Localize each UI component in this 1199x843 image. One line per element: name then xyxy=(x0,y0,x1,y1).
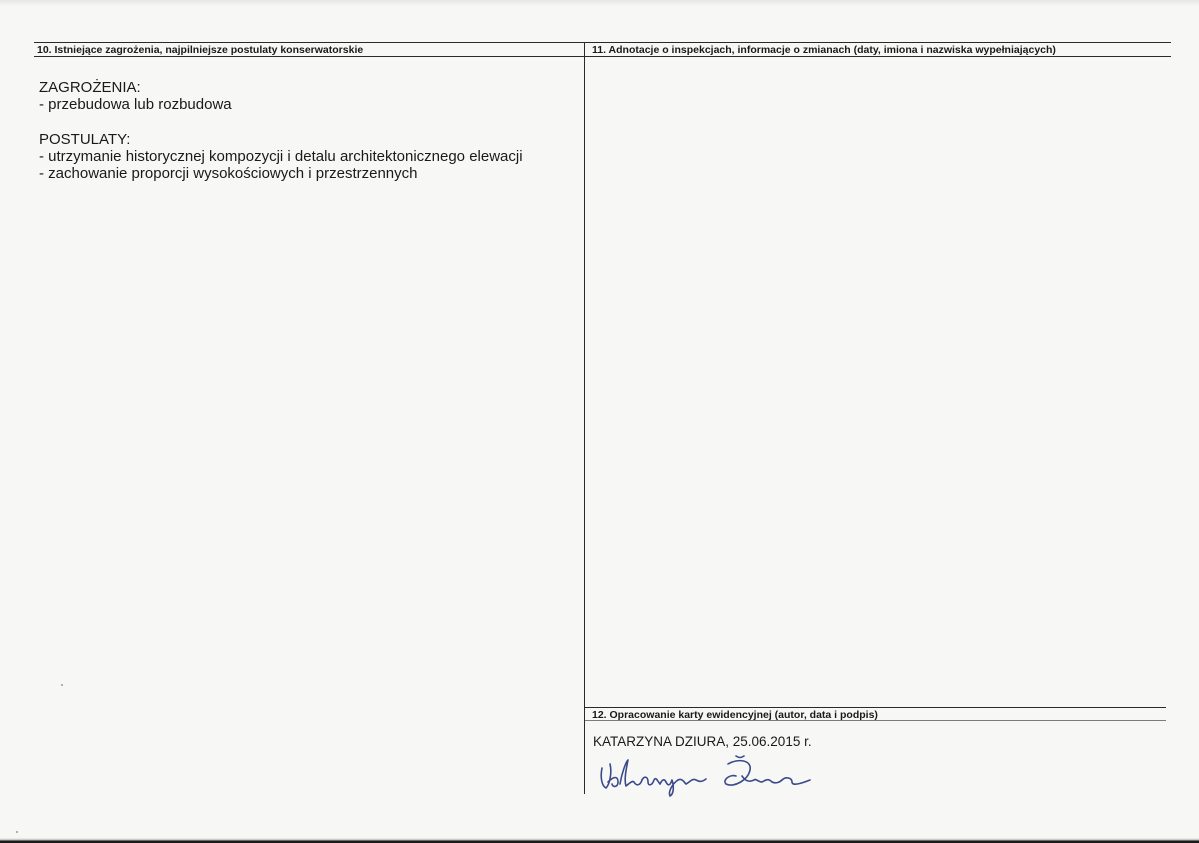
scan-speck xyxy=(61,684,63,686)
scan-edge-bottom xyxy=(0,838,1199,843)
section10-title: 10. Istniejące zagrożenia, najpilniejsze postulaty konserwatorskie xyxy=(37,44,364,56)
postulates-heading: POSTULATY: xyxy=(39,131,131,148)
column-divider xyxy=(584,42,585,794)
section12-title: 12. Opracowanie karty ewidencyjnej (autor, data i podpis) xyxy=(592,709,878,721)
handwritten-signature xyxy=(596,752,826,798)
postulate-item: - zachowanie proporcji wysokościowych i przestrzennych xyxy=(39,165,418,182)
section11-header-rule xyxy=(584,56,1171,57)
scan-edge-top xyxy=(0,0,1199,6)
section10-header-rule xyxy=(34,56,584,57)
threats-heading: ZAGROŻENIA: xyxy=(39,79,141,96)
scan-speck xyxy=(16,831,18,833)
section11-title: 11. Adnotacje o inspekcjach, informacje o zmianach (daty, imiona i nazwiska wypełniających) xyxy=(592,44,1056,56)
threat-item: - przebudowa lub rozbudowa xyxy=(39,96,232,113)
top-rule xyxy=(34,42,1171,43)
postulate-item: - utrzymanie historycznej kompozycji i detalu architektonicznego elewacji xyxy=(39,148,523,165)
author-name-date: KATARZYNA DZIURA, 25.06.2015 r. xyxy=(593,734,812,749)
section12-top-rule xyxy=(584,707,1166,708)
